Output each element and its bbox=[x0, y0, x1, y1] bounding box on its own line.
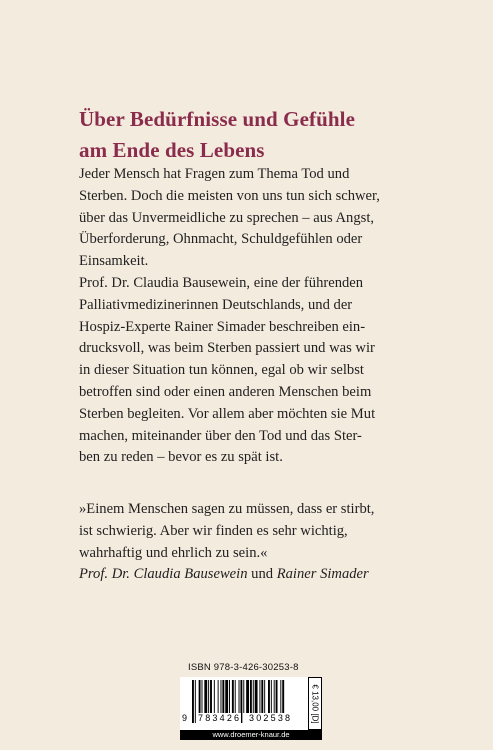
blurb-line: Hospiz-Experte Rainer Simader beschreiben ein- bbox=[79, 318, 366, 335]
isbn-label: ISBN 978-3-426-30253-8 bbox=[188, 662, 299, 673]
blurb-line: Sterben. Doch die meisten von uns tun sich schwer, bbox=[79, 187, 380, 204]
barcode-bar bbox=[276, 680, 278, 713]
barcode-bar bbox=[280, 680, 281, 713]
blurb-line: drucksvoll, was beim Sterben passiert und was wir bbox=[79, 340, 375, 357]
attribution-connector: und bbox=[247, 566, 277, 583]
barcode-bar bbox=[225, 680, 228, 713]
blurb-line: betroffen sind oder einen anderen Menschen beim bbox=[79, 383, 372, 400]
barcode-bar bbox=[235, 680, 236, 713]
author-quote bbox=[79, 499, 439, 586]
barcode-bar bbox=[229, 680, 230, 713]
author-name: Rainer Simader bbox=[276, 566, 369, 583]
quote-line: »Einem Menschen sagen zu müssen, dass er stirbt, bbox=[79, 501, 375, 517]
barcode-bar bbox=[243, 680, 244, 713]
barcode-bar bbox=[255, 680, 258, 713]
barcode-digits-right: 302538 bbox=[249, 713, 293, 723]
barcode-bar bbox=[274, 680, 275, 713]
barcode-bar bbox=[264, 680, 265, 713]
barcode-bar bbox=[192, 680, 194, 723]
barcode-bar bbox=[202, 680, 203, 713]
barcode-bar bbox=[246, 680, 249, 713]
blurb-line: Prof. Dr. Claudia Bausewein, eine der führenden bbox=[79, 274, 364, 291]
blurb-line: in dieser Situation tun können, egal ob wir selbst bbox=[79, 362, 364, 379]
blurb-text bbox=[79, 164, 439, 469]
barcode-bar bbox=[221, 680, 222, 713]
barcode-bar bbox=[250, 680, 252, 713]
blurb-line: über das Unvermeidliche zu sprechen – aus Angst, bbox=[79, 209, 375, 226]
price-box bbox=[308, 677, 322, 730]
price-label: € 13,00 [D] bbox=[310, 683, 320, 724]
quote-attribution bbox=[79, 564, 439, 586]
blurb-line: Palliativmedizinerinnen Deutschlands, und der bbox=[79, 296, 353, 313]
barcode-bar bbox=[261, 680, 263, 713]
barcode-bar bbox=[271, 680, 272, 713]
headline-line: Über Bedürfnisse und Gefühle bbox=[79, 107, 356, 131]
blurb-line: Einsamkeit. bbox=[79, 253, 149, 270]
blurb-line: Überforderung, Ohnmacht, Schuldgefühlen oder bbox=[79, 231, 363, 248]
author-name: Prof. Dr. Claudia Bausewein bbox=[79, 566, 248, 583]
headline-line: am Ende des Lebens bbox=[79, 138, 265, 162]
barcode-bar bbox=[214, 680, 215, 713]
barcode-bar bbox=[253, 680, 254, 713]
barcode-bar bbox=[268, 680, 270, 713]
barcode-bar bbox=[208, 680, 209, 713]
barcode-bar bbox=[232, 680, 234, 713]
barcode-digits-left: 783426 bbox=[198, 713, 242, 723]
publisher-website: www.droemer-knaur.de bbox=[180, 730, 322, 740]
barcode bbox=[180, 677, 308, 730]
blurb-line: ben zu reden – bevor es zu spät ist. bbox=[79, 449, 283, 466]
barcode-bar bbox=[195, 680, 196, 723]
barcode-bar bbox=[199, 680, 201, 713]
barcode-bar bbox=[210, 680, 212, 713]
quote-line: ist schwierig. Aber wir finden es sehr wichtig, bbox=[79, 522, 348, 539]
quote-line: wahrhaftig und ehrlich zu sein.« bbox=[79, 544, 268, 561]
blurb-line: Sterben begleiten. Vor allem aber möchten sie Mut bbox=[79, 405, 376, 422]
barcode-bar bbox=[259, 680, 260, 713]
barcode-bar bbox=[222, 680, 224, 713]
barcode-bar bbox=[204, 680, 207, 713]
barcode-bar bbox=[218, 680, 219, 713]
headline bbox=[79, 104, 459, 166]
blurb-line: machen, miteinander über den Tod und das Ster- bbox=[79, 427, 362, 444]
barcode-digit-first: 9 bbox=[182, 713, 188, 723]
blurb-line: Jeder Mensch hat Fragen zum Thema Tod und bbox=[79, 166, 350, 182]
